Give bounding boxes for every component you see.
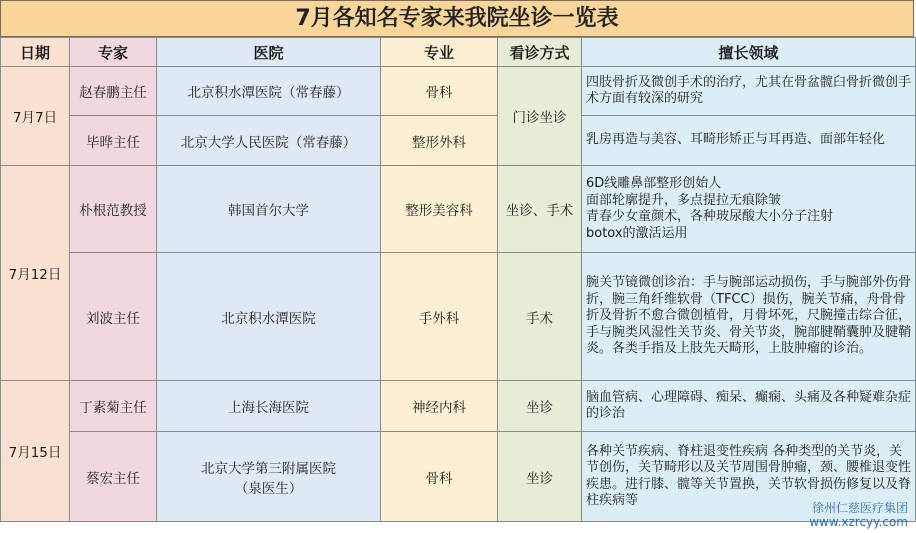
hospital-cell: 北京大学人民医院（常春藤） xyxy=(157,116,381,166)
date-cell: 7月12日 xyxy=(1,166,70,381)
department-cell: 骨科 xyxy=(381,432,498,522)
hospital-line: （泉医生） xyxy=(234,480,303,497)
expert-cell: 蔡宏主任 xyxy=(70,432,157,522)
page-title: 7月各知名专家来我院坐诊一览表 xyxy=(0,0,914,37)
header-row xyxy=(1,38,916,67)
specialty-cell: 各种关节疾病、脊柱退变性疾病 各种类型的关节炎，关节创伤，关节畸形以及关节周围骨肿瘤，颈、腰椎退变性疾患。进行膝、髋等关节置换，关节软骨损伤修复以及脊柱疾病等 xyxy=(582,432,916,522)
date-cell: 7月15日 xyxy=(1,381,70,522)
hospital-cell: 北京积水潭医院 xyxy=(157,253,381,381)
table-row xyxy=(1,166,916,253)
department-cell: 整形外科 xyxy=(381,116,498,166)
hospital-line: 北京大学第三附属医院 xyxy=(201,460,336,477)
hospital-cell xyxy=(157,432,381,522)
header-hospital: 医院 xyxy=(157,38,381,67)
specialty-line: botox的激活运用 xyxy=(586,225,688,241)
specialty-cell: 乳房再造与美容、耳畸形矫正与耳再造、面部年轻化 xyxy=(582,116,916,166)
header-specialty: 擅长领域 xyxy=(582,38,916,67)
mode-cell: 门诊坐诊 xyxy=(498,67,582,166)
header-expert: 专家 xyxy=(70,38,157,67)
header-date: 日期 xyxy=(1,38,70,67)
specialty-cell: 腕关节镜微创诊治：手与腕部运动损伤，手与腕部外伤骨折，腕三角纤维软骨（TFCC）损伤，腕关节痛，舟骨骨折及骨折不愈合微创植骨，月骨坏死，尺腕撞击综合征，手与腕类风湿性关节炎、骨关节炎，腕部腱鞘囊肿及腱鞘炎。各类手指及上肢先天畸形，上肢肿瘤的诊治。 xyxy=(582,253,916,381)
expert-cell: 赵春鹏主任 xyxy=(70,67,157,116)
specialty-cell: 四肢骨折及微创手术的治疗，尤其在骨盆髋臼骨折微创手术方面有较深的研究 xyxy=(582,67,916,116)
hospital-cell: 北京积水潭医院（常春藤） xyxy=(157,67,381,116)
date-cell: 7月7日 xyxy=(1,67,70,166)
expert-cell: 丁素菊主任 xyxy=(70,381,157,432)
table-row xyxy=(1,67,916,116)
watermark-name: 徐州仁慈医疗集团 xyxy=(811,501,908,515)
mode-cell: 坐诊 xyxy=(498,381,582,432)
expert-cell: 朴根范教授 xyxy=(70,166,157,253)
watermark-url: www.xzrcyy.com xyxy=(809,515,908,529)
specialty-cell: 脑血管病、心理障碍、痴呆、癫痫、头痛及各种疑难杂症的诊治 xyxy=(582,381,916,432)
department-cell: 整形美容科 xyxy=(381,166,498,253)
watermark xyxy=(809,501,908,529)
specialty-line: 面部轮廓提升，多点提拉无痕除皱 xyxy=(586,192,782,208)
specialty-line: 青春少女童颜术，各种玻尿酸大小分子注射 xyxy=(586,209,834,224)
expert-cell: 毕晔主任 xyxy=(70,116,157,166)
mode-cell: 手术 xyxy=(498,253,582,381)
table-row xyxy=(1,116,916,166)
department-cell: 神经内科 xyxy=(381,381,498,432)
department-cell: 手外科 xyxy=(381,253,498,381)
table-row xyxy=(1,253,916,381)
expert-cell: 刘波主任 xyxy=(70,253,157,381)
header-mode: 看诊方式 xyxy=(498,38,582,67)
schedule-table xyxy=(0,37,916,522)
hospital-cell: 上海长海医院 xyxy=(157,381,381,432)
mode-cell: 坐诊 xyxy=(498,432,582,522)
specialty-line: 6D线雕鼻部整形创始人 xyxy=(586,176,722,191)
table-row xyxy=(1,381,916,432)
header-department: 专业 xyxy=(381,38,498,67)
hospital-cell: 韩国首尔大学 xyxy=(157,166,381,253)
mode-cell: 坐诊、手术 xyxy=(498,166,582,253)
table-row xyxy=(1,432,916,522)
specialty-cell xyxy=(582,166,916,253)
department-cell: 骨科 xyxy=(381,67,498,116)
